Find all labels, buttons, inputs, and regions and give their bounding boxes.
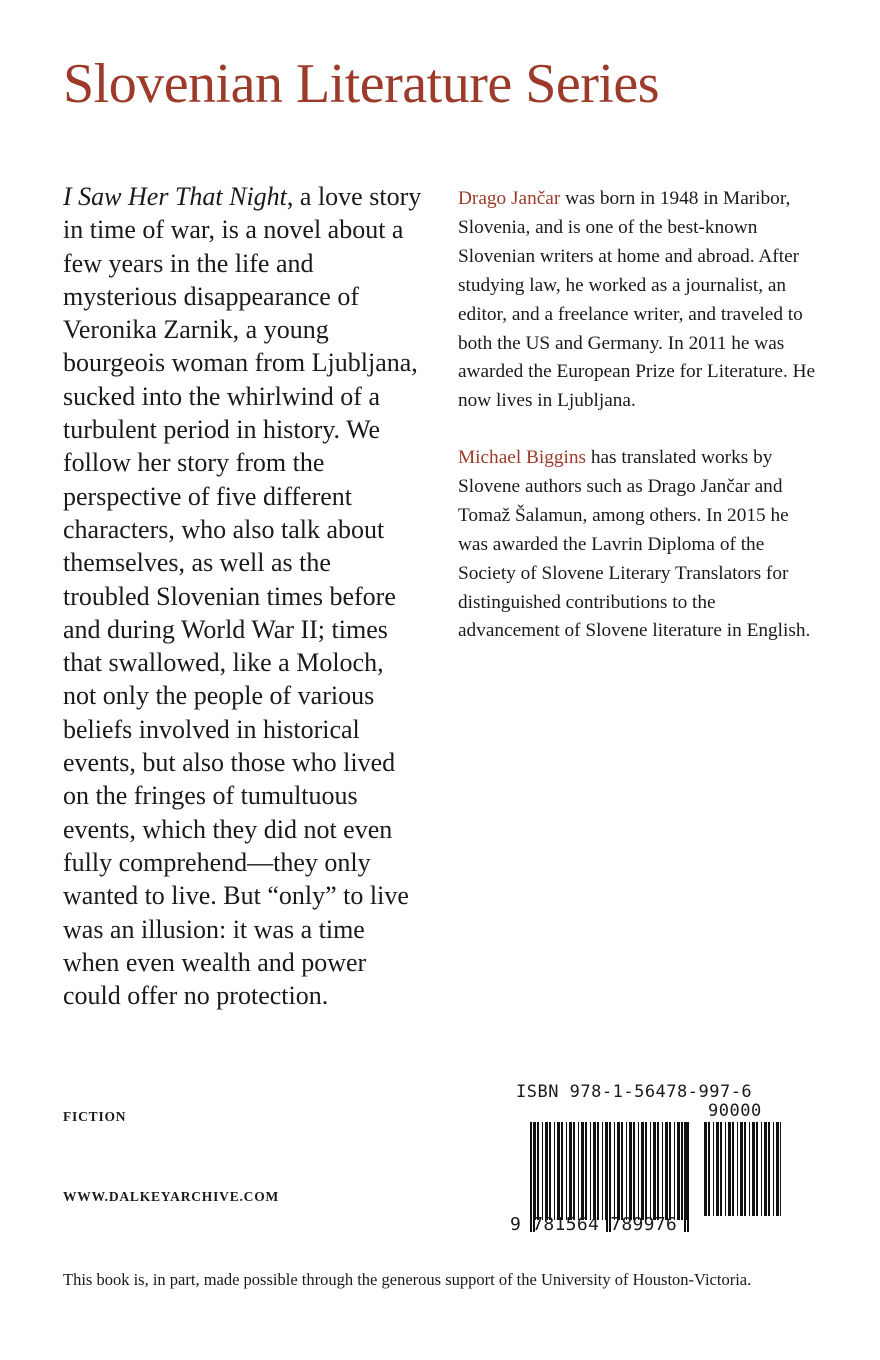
support-note: This book is, in part, made possible through the generous support of the University of Houston-Victoria. [63, 1270, 752, 1289]
translator-name: Michael Biggins [458, 447, 586, 468]
author-name: Drago Jančar [458, 188, 561, 209]
ean-digits: 9 781564 789976 [510, 1214, 678, 1235]
blurb-text: , a love story in time of war, is a novel about a few years in the life and mysterious disappearance of Veronika Zarnik, a young bourgeois woman from Ljubljana, sucked into the whirlwind of a turbulent period in history. We follow her story from the perspective of five different characters, who also talk about themselves, as well as the troubled Slovenian times before and during World War II; times that swallowed, like a Moloch, not only the people of various beliefs involved in historical events, but also those who lived on the fringes of tumultuous events, which they did not even fully comprehend—they only wanted to live. But “only” to live was an illusion: it was a time when even wealth and power could offer no protection. [63, 182, 422, 1011]
translator-bio-text: has translated works by Slovene authors such as Drago Jančar and Tomaž Šalamun, among others. In 2015 he was awarded the Lavrin Diploma of the Society of Slovene Literary Translators for distinguished contributions to the advancement of Slovene literature in English. [458, 447, 811, 642]
author-bio-text: was born in 1948 in Maribor, Slovenia, and is one of the best-known Slovenian writers at home and abroad. After studying law, he worked as a journalist, an editor, and a freelance writer, and traveled to both the US and Germany. In 2011 he was awarded the European Prize for Literature. He now lives in Ljubljana. [458, 188, 816, 412]
series-title: Slovenian Literature Series [63, 53, 660, 115]
isbn-barcode [508, 1080, 788, 1240]
price-code: 90000 [708, 1101, 762, 1121]
isbn-label: ISBN 978-1-56478-997-6 [516, 1082, 753, 1102]
book-blurb [63, 180, 423, 1012]
genre-label: FICTION [63, 1109, 127, 1124]
publisher-website: WWW.DALKEYARCHIVE.COM [63, 1189, 280, 1204]
author-bio [458, 185, 820, 416]
book-title: I Saw Her That Night [63, 182, 287, 211]
translator-bio [458, 444, 820, 646]
